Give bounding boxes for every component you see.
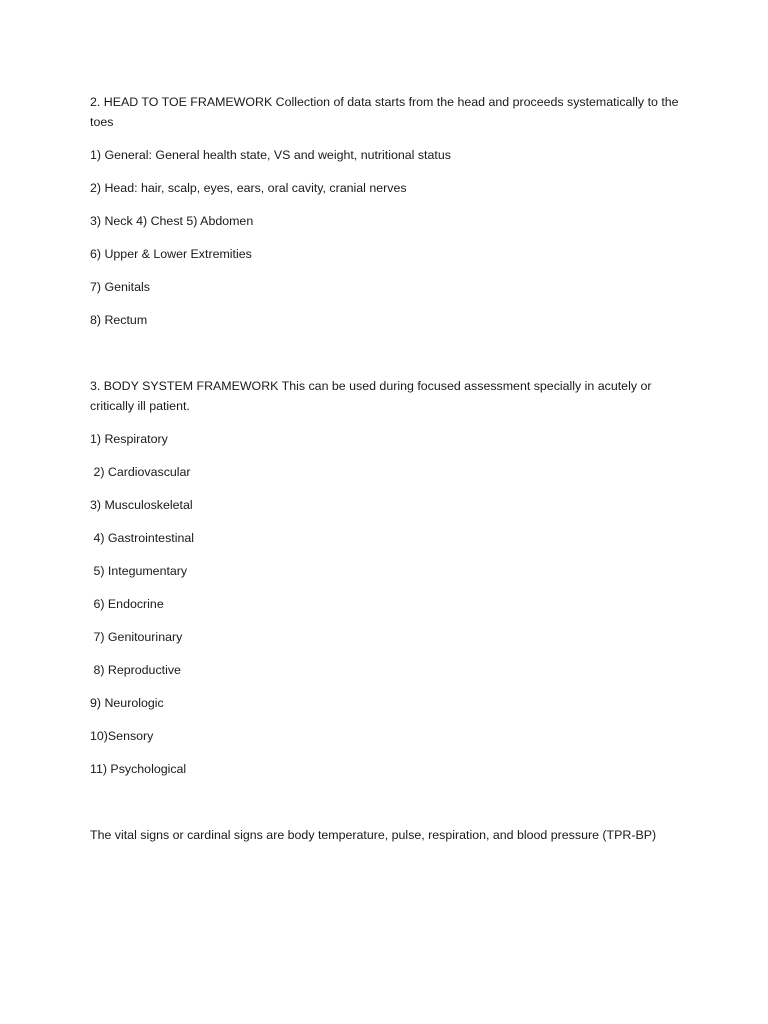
list-item: 9) Neurologic	[90, 696, 164, 710]
list-item: 8) Rectum	[90, 313, 148, 327]
list-item: 7) Genitals	[90, 280, 150, 294]
list-item: 6) Endocrine	[90, 597, 164, 611]
body-system-heading: 3. BODY SYSTEM FRAMEWORK This can be used during focused assessment specially in acutely or critically ill patient.	[90, 379, 655, 413]
list-item: 3) Neck 4) Chest 5) Abdomen	[90, 214, 254, 228]
section-spacer	[90, 343, 680, 376]
list-item: 2) Cardiovascular	[90, 465, 191, 479]
list-item: 1) Respiratory	[90, 432, 168, 446]
section-spacer	[90, 792, 680, 825]
list-item: 4) Gastrointestinal	[90, 531, 195, 545]
list-item: 1) General: General health state, VS and weight, nutritional status	[90, 148, 451, 162]
vital-signs-paragraph: The vital signs or cardinal signs are body temperature, pulse, respiration, and blood pressure (TPR-BP)	[90, 828, 657, 842]
list-item: 3) Musculoskeletal	[90, 498, 193, 512]
list-item: 5) Integumentary	[90, 564, 188, 578]
document-body	[90, 92, 683, 858]
list-item: 11) Psychological	[90, 762, 187, 776]
list-item: 6) Upper & Lower Extremities	[90, 247, 252, 261]
list-item: 8) Reproductive	[90, 663, 181, 677]
head-to-toe-heading: 2. HEAD TO TOE FRAMEWORK Collection of data starts from the head and proceeds systematically to the toes	[90, 95, 683, 129]
list-item: 10)Sensory	[90, 729, 154, 743]
list-item: 2) Head: hair, scalp, eyes, ears, oral cavity, cranial nerves	[90, 181, 407, 195]
list-item: 7) Genitourinary	[90, 630, 183, 644]
